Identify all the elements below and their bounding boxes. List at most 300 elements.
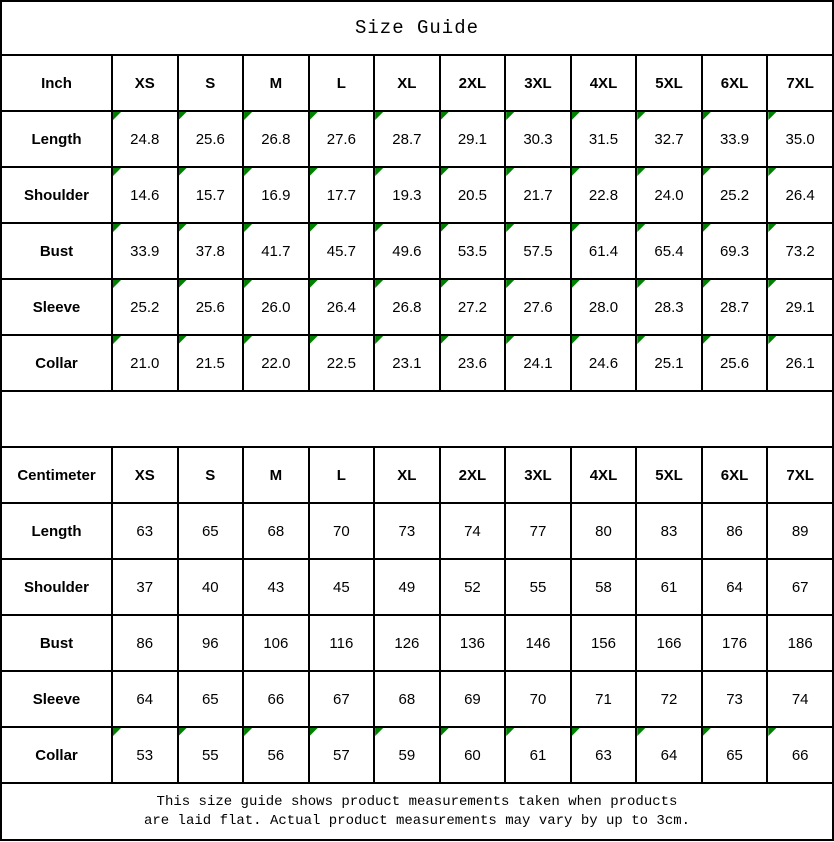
table-row [1,111,833,167]
value-text: 25.6 [719,354,750,372]
measure-label: Shoulder [1,167,112,223]
size-header-cell: 7XL [767,447,833,503]
value-cell [702,615,768,671]
size-header-cell: M [243,447,309,503]
value-text: 29.1 [457,130,488,148]
value-text: 65 [201,522,219,540]
corner-marker-icon [637,280,645,288]
value-text: 186 [787,634,813,652]
value-cell [571,167,637,223]
value-text: 67 [333,690,350,708]
value-text: 57.5 [523,242,553,260]
corner-marker-icon [637,224,645,232]
corner-marker-icon [113,168,121,176]
value-text: 25.2 [719,186,750,204]
value-cell [112,279,178,335]
measure-label: Length [1,111,112,167]
corner-marker-icon [703,168,711,176]
value-text: 86 [136,634,154,652]
value-cell [505,167,571,223]
value-text: 60 [464,746,481,764]
corner-marker-icon [768,280,776,288]
value-cell [702,671,768,727]
value-text: 24.1 [523,354,553,372]
value-cell [309,335,375,391]
value-text: 59 [398,746,416,764]
value-text: 27.2 [457,298,488,316]
value-cell [374,727,440,783]
value-text: 22.0 [261,354,291,372]
value-cell [636,671,702,727]
value-cell [309,503,375,559]
value-text: 49 [398,578,416,596]
value-text: 72 [660,690,678,708]
value-cell [309,111,375,167]
corner-marker-icon [310,112,318,120]
value-text: 33.9 [130,242,160,260]
value-cell [505,559,571,615]
value-cell [440,167,506,223]
unit-label-cell: Inch [1,55,112,111]
value-text: 176 [722,634,748,652]
measure-label: Sleeve [1,671,112,727]
corner-marker-icon [310,224,318,232]
value-cell [505,671,571,727]
value-text: 28.7 [392,130,422,148]
size-header-cell: 5XL [636,55,702,111]
value-cell [374,559,440,615]
table-row [1,559,833,615]
value-text: 146 [525,634,551,652]
corner-marker-icon [113,280,121,288]
value-cell [702,111,768,167]
corner-marker-icon [506,728,514,736]
corner-marker-icon [113,728,121,736]
value-cell [636,727,702,783]
value-text: 35.0 [785,130,815,148]
corner-marker-icon [244,224,252,232]
size-header-cell: 6XL [702,55,768,111]
value-text: 14.6 [130,186,160,204]
value-cell [243,167,309,223]
size-header-cell: XS [112,55,178,111]
size-header-cell: XS [112,447,178,503]
value-cell [767,503,833,559]
value-cell [440,503,506,559]
value-text: 30.3 [523,130,553,148]
value-cell [178,335,244,391]
footer-note [1,783,833,840]
value-text: 27.6 [523,298,553,316]
value-cell [309,167,375,223]
size-header-cell: 5XL [636,447,702,503]
value-cell [636,167,702,223]
corner-marker-icon [637,112,645,120]
corner-marker-icon [703,224,711,232]
value-cell [440,335,506,391]
value-cell [636,279,702,335]
value-text: 37.8 [195,242,225,260]
value-text: 28.3 [654,298,684,316]
corner-marker-icon [506,224,514,232]
value-text: 25.1 [654,354,684,372]
value-text: 77 [529,522,547,540]
value-text: 69.3 [719,242,750,260]
corner-marker-icon [703,728,711,736]
value-text: 74 [464,522,481,540]
value-text: 24.6 [588,354,619,372]
size-header-cell: 3XL [505,447,571,503]
value-text: 41.7 [261,242,291,260]
value-text: 74 [791,690,809,708]
measure-label: Shoulder [1,559,112,615]
value-cell [309,671,375,727]
value-text: 65 [726,746,743,764]
value-text: 31.5 [588,130,619,148]
measure-label: Collar [1,727,112,783]
value-cell [243,111,309,167]
value-text: 66 [267,690,285,708]
value-cell [505,111,571,167]
value-text: 23.6 [457,354,488,372]
value-cell [178,727,244,783]
corner-marker-icon [703,112,711,120]
value-text: 86 [726,522,743,540]
value-text: 21.7 [523,186,553,204]
value-text: 61 [660,578,678,596]
value-text: 66 [791,746,809,764]
corner-marker-icon [310,728,318,736]
value-cell [702,727,768,783]
corner-marker-icon [375,112,383,120]
value-cell [309,615,375,671]
value-text: 53 [136,746,154,764]
corner-marker-icon [768,168,776,176]
corner-marker-icon [768,728,776,736]
value-text: 58 [595,578,612,596]
value-cell [702,167,768,223]
corner-marker-icon [244,280,252,288]
value-text: 64 [726,578,743,596]
value-cell [571,503,637,559]
value-cell [440,727,506,783]
size-header-cell: 4XL [571,447,637,503]
value-cell [309,559,375,615]
value-text: 80 [595,522,612,540]
corner-marker-icon [179,728,187,736]
value-text: 64 [660,746,678,764]
value-text: 29.1 [785,298,815,316]
value-cell [636,111,702,167]
corner-marker-icon [310,280,318,288]
value-cell [571,615,637,671]
value-text: 21.5 [195,354,225,372]
value-text: 45.7 [326,242,356,260]
value-text: 25.2 [130,298,160,316]
value-cell [243,671,309,727]
value-text: 136 [459,634,485,652]
corner-marker-icon [179,224,187,232]
value-cell [440,279,506,335]
value-cell [571,111,637,167]
value-text: 23.1 [392,354,422,372]
value-cell [767,335,833,391]
value-cell [374,615,440,671]
value-cell [112,111,178,167]
value-cell [636,503,702,559]
value-cell [178,279,244,335]
value-cell [374,671,440,727]
value-cell [178,559,244,615]
value-cell [505,503,571,559]
corner-marker-icon [703,280,711,288]
value-text: 89 [791,522,809,540]
value-cell [112,727,178,783]
value-cell [243,559,309,615]
size-header-cell: 7XL [767,55,833,111]
value-cell [374,279,440,335]
value-cell [702,335,768,391]
corner-marker-icon [441,728,449,736]
value-text: 65 [201,690,219,708]
value-cell [243,615,309,671]
corner-marker-icon [375,168,383,176]
size-header-cell: 3XL [505,55,571,111]
value-text: 19.3 [392,186,422,204]
value-cell [767,223,833,279]
corner-marker-icon [637,168,645,176]
value-text: 26.4 [785,186,815,204]
size-header-cell: S [178,55,244,111]
measure-label: Collar [1,335,112,391]
value-text: 27.6 [326,130,356,148]
corner-marker-icon [441,280,449,288]
spacer-cell [1,391,833,447]
corner-marker-icon [113,112,121,120]
size-header-cell: XL [374,447,440,503]
corner-marker-icon [768,224,776,232]
corner-marker-icon [179,168,187,176]
value-cell [243,727,309,783]
value-cell [767,559,833,615]
corner-marker-icon [310,336,318,344]
value-text: 26.4 [326,298,356,316]
table-row [1,223,833,279]
value-cell [702,223,768,279]
corner-marker-icon [375,280,383,288]
value-text: 126 [394,634,420,652]
footer-row [1,783,833,840]
value-text: 63 [136,522,154,540]
size-header-cell: 4XL [571,55,637,111]
value-cell [767,615,833,671]
value-cell [767,727,833,783]
value-text: 55 [201,746,219,764]
value-text: 26.8 [392,298,422,316]
corner-marker-icon [375,224,383,232]
value-cell [636,559,702,615]
corner-marker-icon [506,112,514,120]
size-header-row [1,55,833,111]
value-text: 26.8 [261,130,291,148]
size-header-cell: L [309,55,375,111]
corner-marker-icon [768,336,776,344]
value-cell [112,335,178,391]
table-row [1,671,833,727]
value-text: 67 [791,578,809,596]
value-text: 32.7 [654,130,684,148]
value-cell [178,503,244,559]
value-text: 53.5 [457,242,488,260]
value-cell [571,727,637,783]
corner-marker-icon [179,280,187,288]
corner-marker-icon [572,224,580,232]
value-text: 56 [267,746,285,764]
value-text: 15.7 [195,186,225,204]
value-text: 63 [595,746,612,764]
value-text: 57 [333,746,350,764]
value-cell [178,111,244,167]
value-cell [505,727,571,783]
corner-marker-icon [441,168,449,176]
corner-marker-icon [179,336,187,344]
corner-marker-icon [179,112,187,120]
value-text: 73 [726,690,743,708]
value-cell [636,335,702,391]
corner-marker-icon [441,224,449,232]
value-text: 71 [595,690,612,708]
value-text: 25.6 [195,130,225,148]
value-text: 45 [333,578,350,596]
value-cell [767,167,833,223]
value-cell [309,223,375,279]
value-cell [374,335,440,391]
corner-marker-icon [768,112,776,120]
value-cell [112,671,178,727]
measure-label: Bust [1,223,112,279]
value-text: 33.9 [719,130,750,148]
corner-marker-icon [244,336,252,344]
corner-marker-icon [572,336,580,344]
size-header-row [1,447,833,503]
corner-marker-icon [572,280,580,288]
value-cell [112,167,178,223]
value-cell [636,223,702,279]
value-cell [374,503,440,559]
value-text: 26.1 [785,354,815,372]
corner-marker-icon [572,168,580,176]
value-text: 22.8 [588,186,619,204]
corner-marker-icon [506,168,514,176]
value-text: 64 [136,690,154,708]
value-text: 49.6 [392,242,422,260]
size-header-cell: 2XL [440,447,506,503]
value-cell [571,335,637,391]
value-text: 68 [398,690,416,708]
value-cell [178,671,244,727]
measure-label: Sleeve [1,279,112,335]
value-cell [767,671,833,727]
value-text: 69 [464,690,481,708]
value-text: 70 [333,522,350,540]
value-text: 28.7 [719,298,750,316]
value-cell [112,559,178,615]
value-cell [374,223,440,279]
corner-marker-icon [244,728,252,736]
value-text: 17.7 [326,186,356,204]
value-cell [571,279,637,335]
value-text: 73.2 [785,242,815,260]
corner-marker-icon [375,728,383,736]
table-row [1,279,833,335]
corner-marker-icon [506,280,514,288]
value-text: 25.6 [195,298,225,316]
value-text: 40 [201,578,219,596]
size-header-cell: 2XL [440,55,506,111]
corner-marker-icon [244,168,252,176]
value-cell [702,279,768,335]
table-row [1,335,833,391]
value-cell [767,111,833,167]
corner-marker-icon [441,336,449,344]
page-title: Size Guide [1,1,833,55]
value-cell [440,615,506,671]
value-cell [178,615,244,671]
value-cell [767,279,833,335]
corner-marker-icon [703,336,711,344]
value-cell [440,559,506,615]
measure-label: Length [1,503,112,559]
value-cell [243,503,309,559]
footer-line-1: This size guide shows product measurements taken when products [156,793,678,810]
size-header-cell: S [178,447,244,503]
value-text: 43 [267,578,285,596]
corner-marker-icon [572,112,580,120]
value-cell [309,727,375,783]
value-cell [440,671,506,727]
value-cell [505,615,571,671]
value-text: 20.5 [457,186,488,204]
value-cell [374,167,440,223]
value-cell [374,111,440,167]
value-text: 61.4 [588,242,619,260]
value-cell [309,279,375,335]
corner-marker-icon [637,728,645,736]
value-text: 61 [529,746,547,764]
value-text: 55 [529,578,547,596]
value-cell [243,223,309,279]
value-cell [505,223,571,279]
value-cell [112,223,178,279]
unit-label-cell: Centimeter [1,447,112,503]
size-header-cell: M [243,55,309,111]
value-text: 166 [656,634,682,652]
measure-label: Bust [1,615,112,671]
value-text: 83 [660,522,678,540]
value-text: 70 [529,690,547,708]
value-cell [571,671,637,727]
corner-marker-icon [244,112,252,120]
corner-marker-icon [506,336,514,344]
corner-marker-icon [572,728,580,736]
table-row [1,167,833,223]
value-cell [702,503,768,559]
value-text: 24.8 [130,130,160,148]
size-header-cell: L [309,447,375,503]
value-text: 116 [329,634,354,652]
title-row [1,1,833,55]
value-cell [178,223,244,279]
